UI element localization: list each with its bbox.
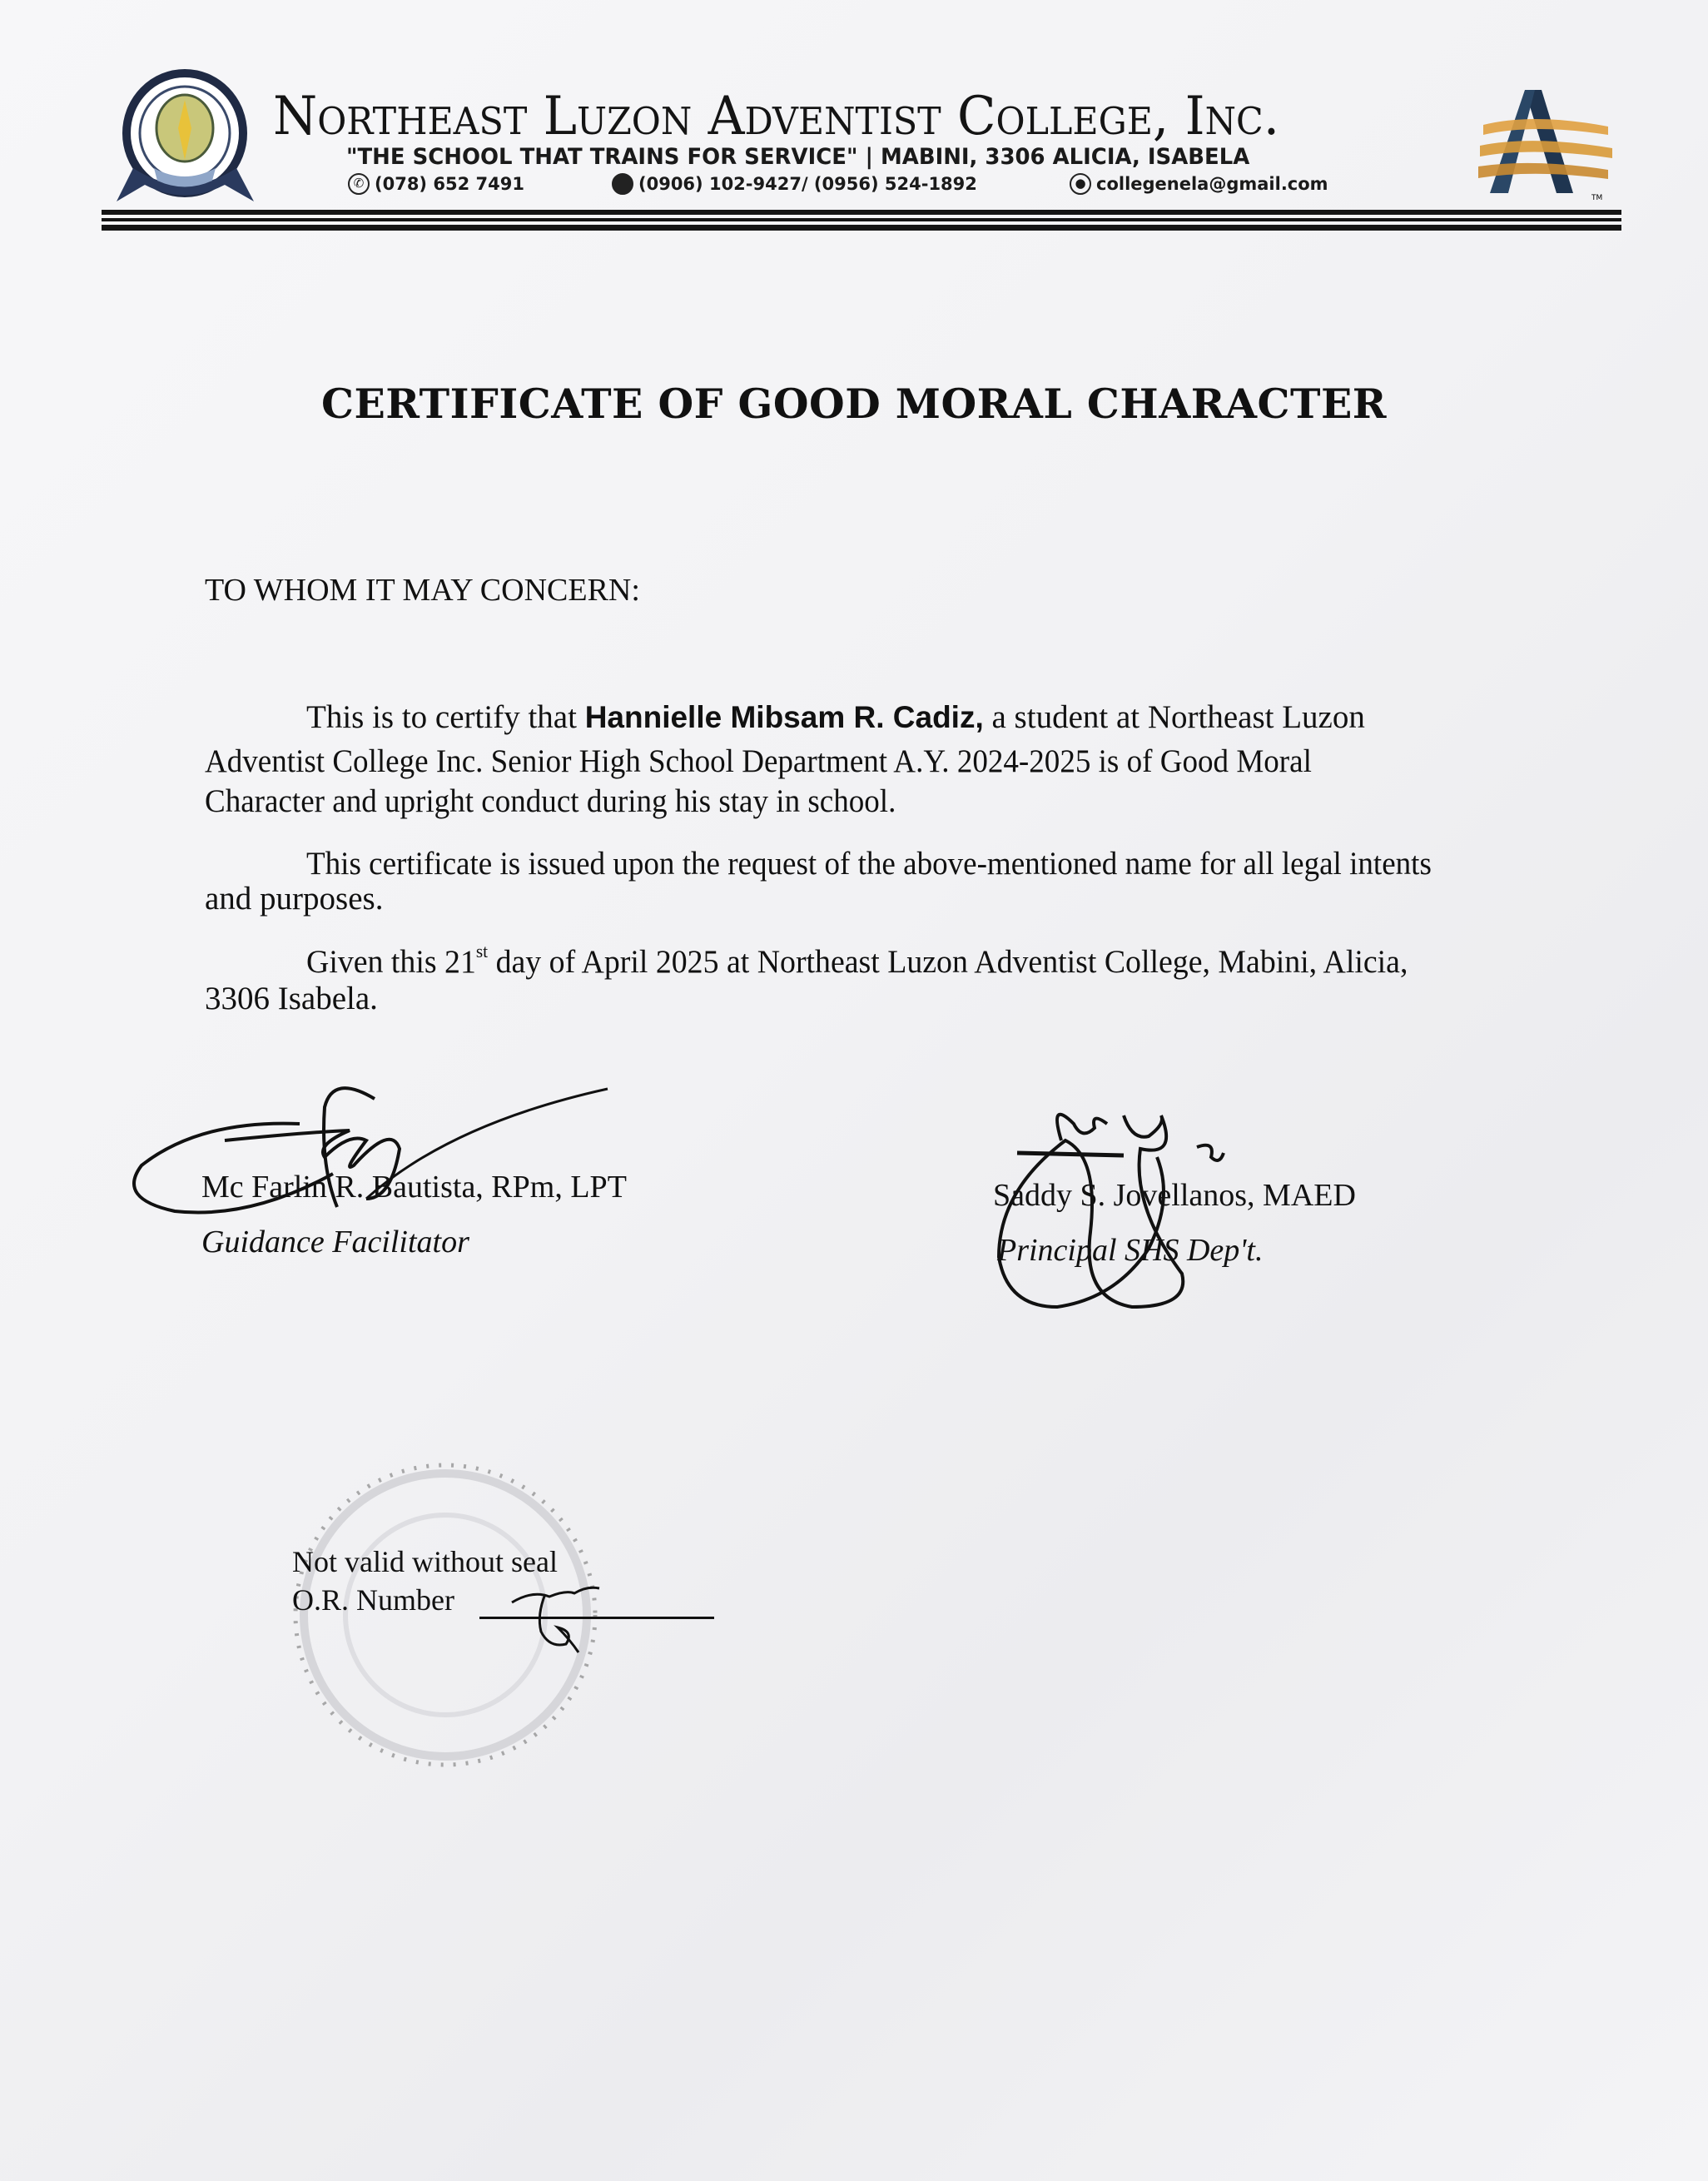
- student-name: Hannielle Mibsam R. Cadiz,: [584, 700, 984, 734]
- tagline: "THE SCHOOL THAT TRAINS FOR SERVICE" | MABINI, 3306 ALICIA, ISABELA: [346, 144, 1250, 170]
- email-contact: [1070, 173, 1328, 195]
- phone-icon: ✆: [348, 173, 370, 195]
- signatory-1-title: Guidance Facilitator: [201, 1225, 469, 1259]
- paragraph-1-line-3: Character and upright conduct during his stay in school.: [205, 783, 896, 819]
- text: day of April 2025 at Northeast Luzon Adventist College, Mabini, Alicia,: [488, 944, 1408, 980]
- paragraph-1-line-2: Adventist College Inc. Senior High School Department A.Y. 2024-2025 is of Good Moral: [205, 743, 1312, 779]
- phone-number: (078) 652 7491: [375, 173, 524, 194]
- or-initials: [508, 1582, 608, 1657]
- mobile-contact: [612, 173, 977, 195]
- signatory-2-name: Saddy S. Jovellanos, MAED: [993, 1178, 1356, 1213]
- header-rule: [102, 210, 1621, 215]
- signatory-2-title: Principal SHS Dep't.: [997, 1233, 1264, 1268]
- college-seal-logo: [108, 68, 266, 210]
- text: Given this 21: [306, 944, 476, 980]
- certificate-title: CERTIFICATE OF GOOD MORAL CHARACTER: [320, 380, 1388, 428]
- signature-2: [982, 1107, 1332, 1324]
- email-address: collegenela@gmail.com: [1096, 173, 1328, 194]
- signature-1: [125, 1074, 624, 1274]
- or-number-label: O.R. Number: [292, 1583, 454, 1617]
- paragraph-3-line-1: [306, 941, 1408, 980]
- paragraph-2-line-2: and purposes.: [205, 881, 384, 917]
- header-rule: [102, 218, 1621, 221]
- phone-contact: [348, 173, 524, 195]
- college-a-logo: [1475, 83, 1625, 208]
- text: This is to certify that: [306, 699, 585, 735]
- paragraph-2-line-1: This certificate is issued upon the request of the above-mentioned name for all legal intents: [306, 846, 1432, 882]
- seal-note: Not valid without seal: [292, 1545, 558, 1578]
- svg-text:TM: TM: [1591, 194, 1603, 202]
- paragraph-3-line-2: 3306 Isabela.: [205, 981, 378, 1016]
- header-rule: [102, 225, 1621, 231]
- mobile-icon: [612, 173, 633, 195]
- institution-name: Northeast Luzon Adventist College, Inc.: [273, 86, 1280, 147]
- salutation: TO WHOM IT MAY CONCERN:: [205, 573, 640, 608]
- mobile-numbers: (0906) 102-9427/ (0956) 524-1892: [638, 173, 977, 194]
- signatory-1-name: Mc Farlin R. Bautista, RPm, LPT: [201, 1170, 627, 1205]
- paragraph-1-line-1: [306, 701, 1365, 733]
- ordinal-suffix: st: [475, 941, 489, 961]
- email-icon: ●: [1070, 173, 1091, 195]
- text: a student at Northeast Luzon: [983, 699, 1365, 735]
